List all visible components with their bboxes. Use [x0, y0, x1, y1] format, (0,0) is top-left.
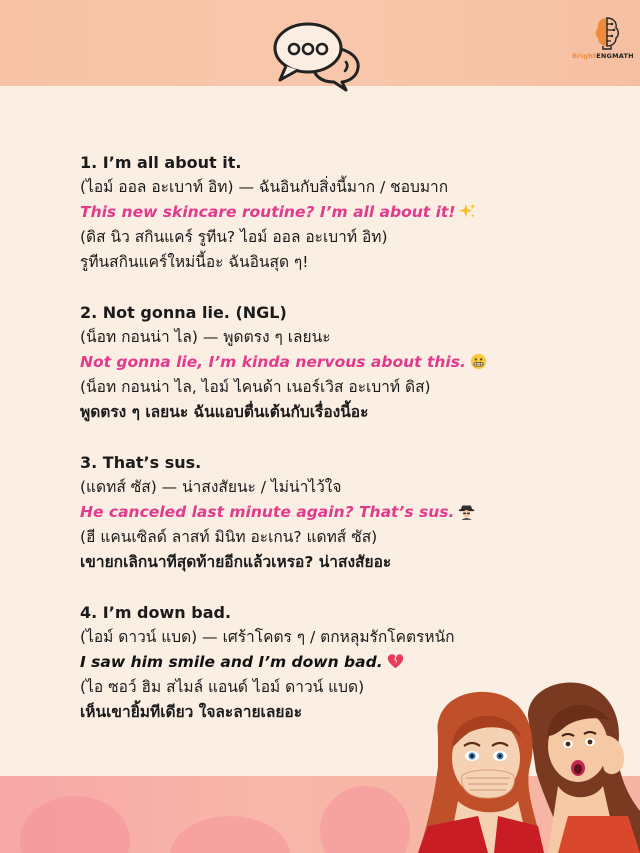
example-translation: รูทีนสกินแคร์ใหม่นี้อะ ฉันอินสุด ๆ! [80, 253, 309, 271]
phrase-example [80, 200, 600, 225]
broken-heart-icon [387, 653, 404, 670]
phrase-pronunciation: (น็อท กอนน่า ไล) — พูดตรง ๆ เลยนะ [80, 328, 331, 346]
phrase-section-3 [80, 450, 600, 575]
example-translation: เขายกเลิกนาทีสุดท้ายอีกแล้วเหรอ? น่าสงสัยอะ [80, 553, 392, 571]
phrase-example [80, 650, 600, 675]
phrase-title: 3. That’s sus. [80, 453, 202, 472]
example-translation: เห็นเขายิ้มทีเดียว ใจละลายเลยอะ [80, 703, 303, 721]
phrase-pronunciation: (ไอม์ ออล อะเบาท์ อิท) — ฉันอินกับสิ่งนี้มาก / ชอบมาก [80, 178, 449, 196]
example-translation: พูดตรง ๆ เลยนะ ฉันแอบตื่นเต้นกับเรื่องนี้อะ [80, 403, 369, 421]
women-gossip-illustration [418, 676, 640, 853]
example-pronunciation: (ฮี แคนเซิลด์ ลาสท์ มินิท อะเกน? แดทส์ ซัส) [80, 528, 378, 546]
example-text: This new skincare routine? I’m all about it! [80, 203, 456, 221]
chat-bubbles-icon [268, 18, 368, 92]
phrase-section-2 [80, 300, 600, 425]
brand-logo [572, 16, 634, 64]
phrase-title: 4. I’m down bad. [80, 603, 232, 622]
phrase-pronunciation: (แดทส์ ซัส) — น่าสงสัยนะ / ไม่น่าไว้ใจ [80, 478, 342, 496]
phrase-example [80, 350, 600, 375]
spy-icon [458, 503, 475, 520]
brand-name: BrightENGMATH [572, 52, 634, 60]
example-pronunciation: (น็อท กอนน่า ไล, ไอม์ ไคนด้า เนอร์เวิส อะเบาท์ ดิส) [80, 378, 431, 396]
phrase-section-1 [80, 150, 600, 275]
phrase-example [80, 500, 600, 525]
phrase-title: 2. Not gonna lie. (NGL) [80, 303, 287, 322]
example-pronunciation: (ไอ ซอว์ ฮิม สไมล์ แอนด์ ไอม์ ดาวน์ แบด) [80, 678, 365, 696]
phrase-pronunciation: (ไอม์ ดาวน์ แบด) — เศร้าโคตร ๆ / ตกหลุมรักโคตรหนัก [80, 628, 455, 646]
example-text: He canceled last minute again? That’s sus. [80, 503, 455, 521]
brain-icon [594, 16, 620, 50]
phrase-title: 1. I’m all about it. [80, 153, 242, 172]
phrase-list [80, 150, 600, 750]
example-text: I saw him smile and I’m down bad. [80, 653, 383, 671]
sparkles-icon [459, 203, 476, 220]
example-text: Not gonna lie, I’m kinda nervous about this. [80, 353, 466, 371]
grimacing-face-icon [470, 353, 487, 370]
example-pronunciation: (ดิส นิว สกินแคร์ รูทีน? ไอม์ ออล อะเบาท์ อิท) [80, 228, 388, 246]
